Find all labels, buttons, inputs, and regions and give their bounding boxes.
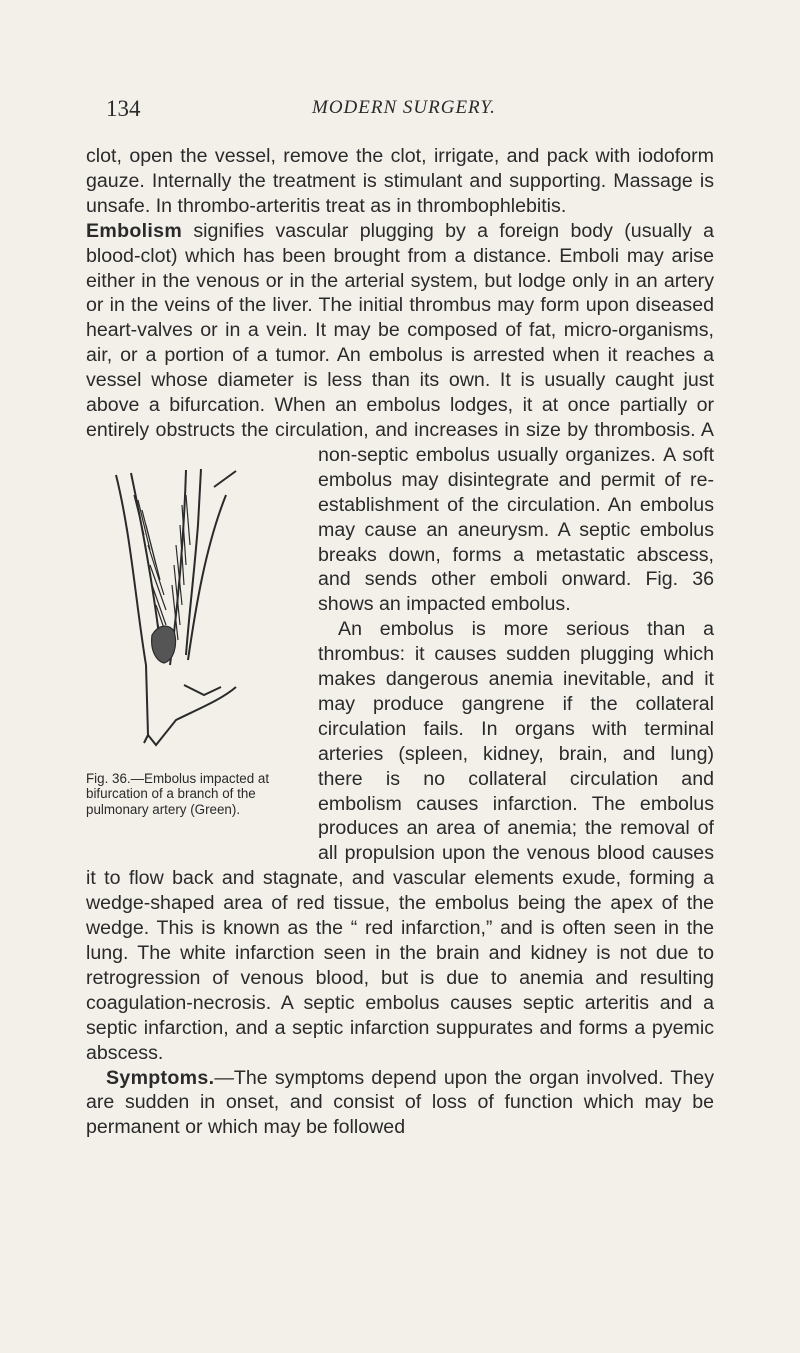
embolus-illustration (86, 455, 308, 765)
paragraph-1: clot, open the vessel, remove the clot, irrigate, and pack with iodoform gauze. Internally the treatment is stimulant and supporting. Massage is unsafe. In thrombo-arteritis treat as in thrombophlebitis. (86, 145, 714, 217)
paragraph-symptoms (86, 1066, 714, 1141)
page-number: 134 (106, 96, 141, 121)
figure-36 (86, 455, 308, 849)
embolism-text-b: A soft embolus may disintegrate and permit of re-establishment of the circulation. An embolus may cause an aneurysm. A septic embolus breaks down, forms a metastatic abscess, and sends other emboli onward. Fig. 36 shows an impacted embolus. (318, 443, 715, 616)
paragraph-embolism (86, 220, 714, 466)
embolism-text-a: signifies vascular plugging by a foreign body (usually a blood-clot) which has been brought from a distance. Emboli may arise either in the venous or in the arterial system, but lodge only in an artery or in the veins of the liver. The initial thrombus may form upon diseased heart-valves or in a vein. It may be composed of fat, micro-organisms, air, or a portion of a tumor. An embolus is arrested when it reaches a vessel whose diameter is less than its own. It is usually caught just above a bifurcation. When an embolus lodges, it at once partially or entirely obstructs the circulation, and increases in size by thrombosis. A non-septic embolus usually organizes. (86, 219, 714, 466)
symptoms-text: —The symptoms depend upon the organ involved. They are sudden in onset, and consist of loss of function which may be permanent or which may be followed (86, 1066, 714, 1139)
paragraph-3-text: An embolus is more serious than a thrombus: it causes sudden plugging which makes dangerous anemia inevitable, and it may produce gangrene if the collateral circulation fails. In organs with terminal arteries (spleen, kidney, brain, and lung) there is no collateral circulation and embolism causes infarction. The embolus produces an area of anemia; the removal of all propulsion upon the venous blood causes it to flow back and stagnate, and vascular elements exude, forming a wedge-shaped area of red tissue, the embolus being the apex of the wedge. This is known as the “ red infarction,” and is often seen in the lung. The white infarction seen in the brain and kidney is not due to retrogression of venous blood, but is due to anemia and resulting coagulation-necrosis. A septic embolus causes septic arteritis and a septic infarction, and a septic infarction suppurates and forms a pyemic abscess. (86, 618, 714, 1064)
running-head: MODERN SURGERY. (312, 97, 496, 118)
symptoms-heading: Symptoms. (106, 1066, 215, 1089)
figure-caption: Fig. 36.—Embolus impacted at bifurcation of a branch of the pulmonary artery (Green). (86, 770, 270, 817)
paragraph-embolism-continued (86, 443, 715, 817)
page-header (106, 96, 706, 130)
embolism-heading: Embolism (86, 219, 183, 242)
body-text (86, 144, 714, 1140)
